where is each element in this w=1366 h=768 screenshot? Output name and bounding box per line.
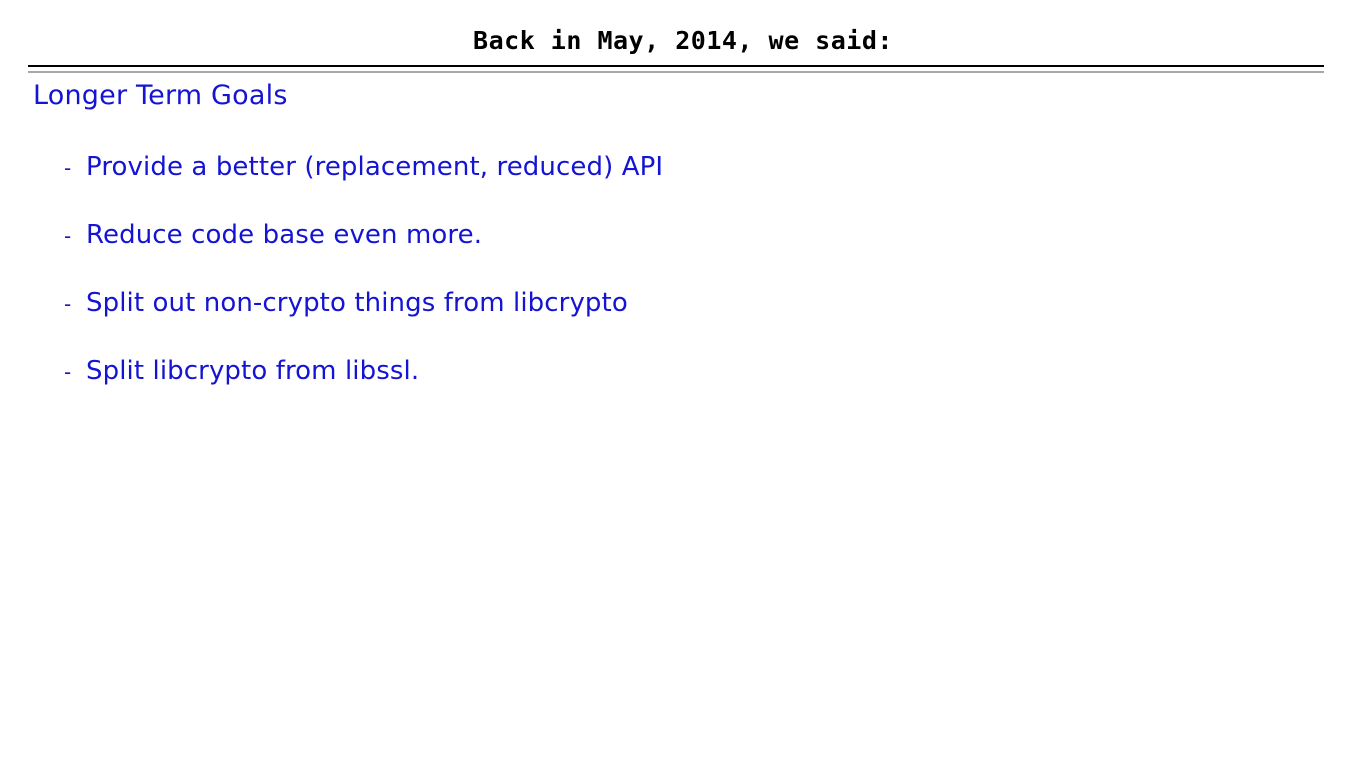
- bullet-list: [64, 152, 1304, 424]
- list-item-label: Split out non-crypto things from libcrypto: [86, 288, 628, 318]
- slide-title: Back in May, 2014, we said:: [473, 26, 893, 55]
- list-item-label: Provide a better (replacement, reduced) API: [86, 152, 664, 182]
- bullet-marker-icon: -: [64, 360, 72, 384]
- bullet-marker-icon: -: [64, 292, 72, 316]
- list-item: [64, 152, 1304, 182]
- bullet-marker-icon: -: [64, 156, 72, 180]
- list-item: [64, 356, 1304, 386]
- list-item: [64, 288, 1304, 318]
- list-item-label: Reduce code base even more.: [86, 220, 483, 250]
- title-divider: [28, 65, 1324, 73]
- section-heading: Longer Term Goals: [33, 80, 288, 111]
- bullet-marker-icon: -: [64, 224, 72, 248]
- list-item: [64, 220, 1304, 250]
- list-item-label: Split libcrypto from libssl.: [86, 356, 420, 386]
